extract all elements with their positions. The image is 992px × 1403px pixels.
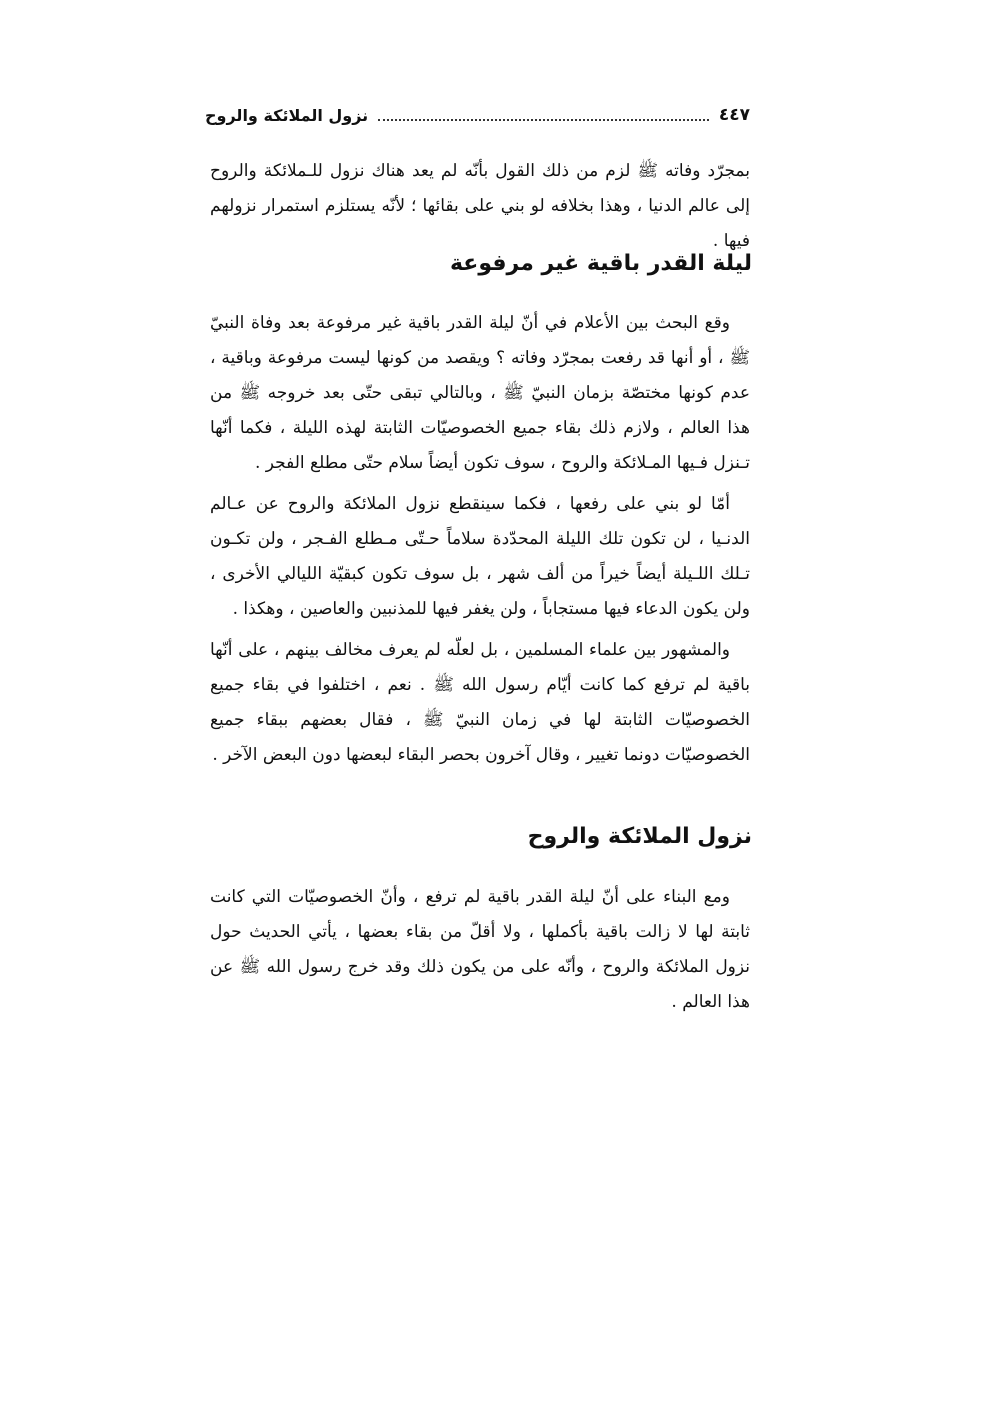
running-header bbox=[205, 98, 750, 132]
intro-paragraph: بمجرّد وفاته ﷺ لزم من ذلك القول بأنّه لم يعد هناك نزول للـملائكة والروح إلى عالم الدنيا ، وهذا بخلافه لو بني على بقائها ؛ لأنّه يستلزم استمرار نزولهم فيها . bbox=[210, 161, 750, 251]
section-heading-angels-descent: نزول الملائكة والروح bbox=[527, 824, 752, 849]
header-dotted-leader bbox=[378, 119, 709, 121]
section-heading-laylat-al-qadr: ليلة القدر باقية غير مرفوعة bbox=[449, 251, 752, 276]
page-number: ٤٤٧ bbox=[718, 105, 750, 125]
section1-paragraph-1: وقع البحث بين الأعلام في أنّ ليلة القدر باقية غير مرفوعة بعد وفاة النبيّ ﷺ ، أو أنها قد رفعت بمجرّد وفاته ؟ ويقصد من كونها ليست مرفوعة وباقية ، عدم كونها مختصّة بزمان النبيّ ﷺ ، وبالتالي تبقى حتّى بعد خروجه ﷺ من هذا العالم ، ولازم ذلك بقاء جميع الخصوصيّات الثابتة لهذه الليلة ، فكما أنّها تـنزل فـيها المـلائكة والروح ، سوف تكون أيضاً سلام حتّى مطلع الفجر . bbox=[210, 313, 750, 473]
header-title: نزول الملائكة والروح bbox=[205, 105, 369, 125]
section1-paragraph-3: والمشهور بين علماء المسلمين ، بل لعلّه لم يعرف مخالف بينهم ، على أنّها باقية لم ترفع كما كانت أيّام رسول الله ﷺ . نعم ، اختلفوا في بقاء جميع الخصوصيّات الثابتة لها في زمان النبيّ ﷺ ، فقال بعضهم ببقاء جميع الخصوصيّات دونما تغيير ، وقال آخرون بحصر البقاء لبعضها دون البعض الآخر . bbox=[210, 640, 750, 765]
intro-text-block bbox=[210, 154, 750, 265]
section2-text-block bbox=[210, 880, 750, 1026]
section1-text-block bbox=[210, 306, 750, 779]
section2-paragraph-1: ومع البناء على أنّ ليلة القدر باقية لم ترفع ، وأنّ الخصوصيّات التي كانت ثابتة لها لا زالت باقية بأكملها ، ولا أقلّ من بقاء بعضها ، يأتي الحديث حول نزول الملائكة والروح ، وأنّه على من يكون ذلك وقد خرج رسول الله ﷺ عن هذا العالم . bbox=[210, 887, 750, 1012]
section1-paragraph-2: أمّا لو بني على رفعها ، فكما سينقطع نزول الملائكة والروح عن عـالم الدنـيا ، لن تكون تلك الليلة المحدّدة سلاماً حـتّى مـطلع الفـجر ، ولن تكـون تـلك اللـيلة أيضاً خيراً من ألف شهر ، بل سوف تكون كبقيّة الليالي الأخرى ، ولن يكون الدعاء فيها مستجاباً ، ولن يغفر فيها للمذنبين والعاصين ، وهكذا . bbox=[210, 494, 750, 619]
